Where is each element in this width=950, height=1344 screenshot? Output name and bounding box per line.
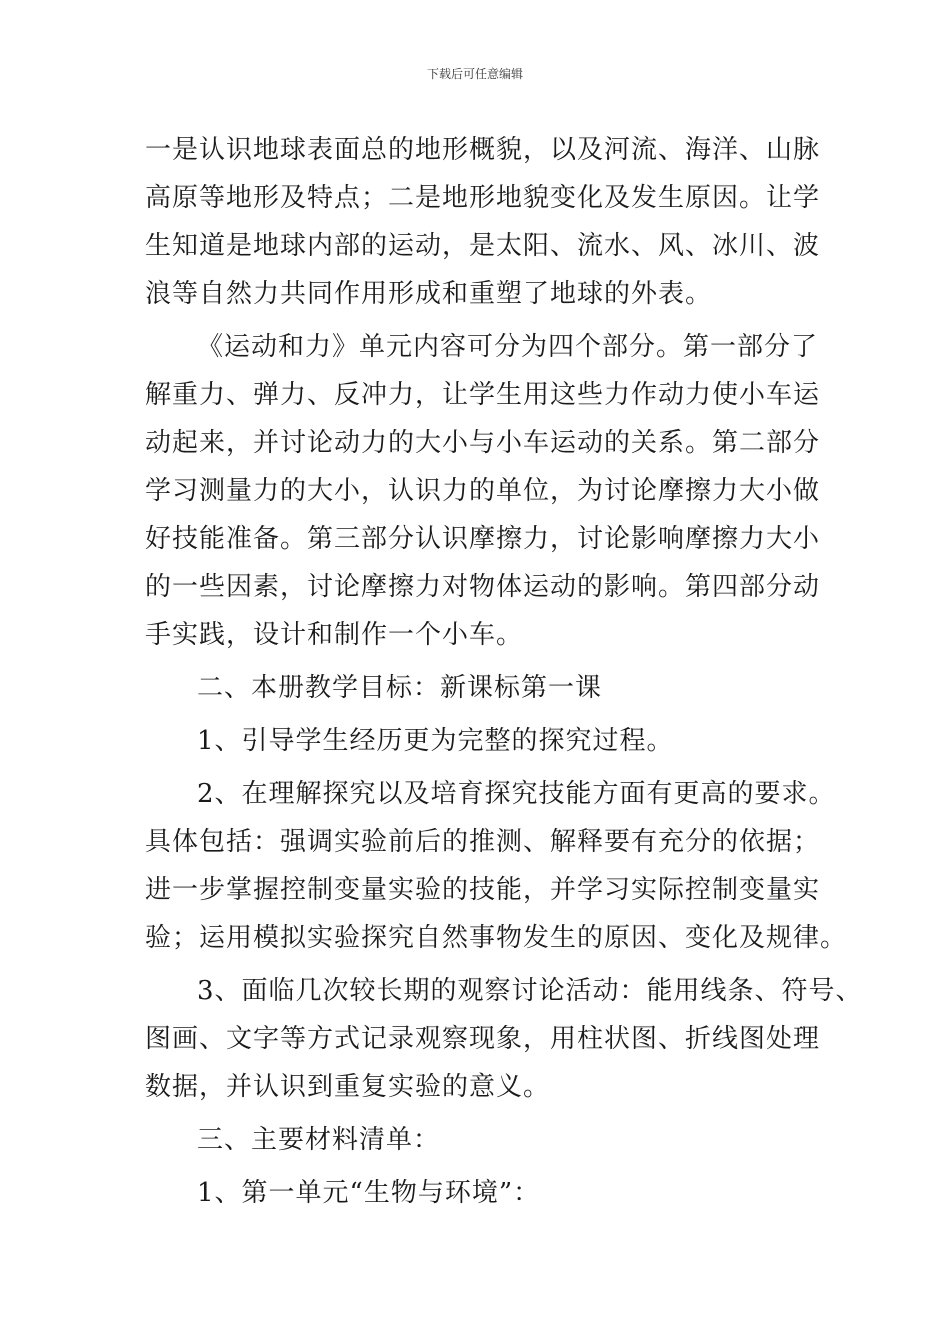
text-line: 图画、文字等方式记录观察现象，用柱状图、折线图处理 — [145, 1024, 821, 1054]
text-line: 手实践，设计和制作一个小车。 — [145, 620, 524, 650]
text-line: 解重力、弹力、反冲力，让学生用这些力作动力使小车运 — [145, 380, 821, 410]
text-line: 浪等自然力共同作用形成和重塑了地球的外表。 — [145, 279, 713, 309]
list-item: 1、第一单元“生物与环境”： — [197, 1178, 541, 1208]
text-line: 好技能准备。第三部分认识摩擦力，讨论影响摩擦力大小 — [145, 524, 821, 554]
paragraph-start-line: 《运动和力》单元内容可分为四个部分。第一部分了 — [197, 332, 819, 362]
text-line: 进一步掌握控制变量实验的技能，并学习实际控制变量实 — [145, 875, 821, 905]
page-header: 下载后可任意编辑 — [426, 67, 523, 81]
text-line: 一是认识地球表面总的地形概貌，以及河流、海洋、山脉 — [145, 135, 821, 165]
text-line: 验；运用模拟实验探究自然事物发生的原因、变化及规律。 — [145, 923, 848, 953]
section-heading: 三、主要材料清单： — [197, 1125, 441, 1155]
text-line: 的一些因素，讨论摩擦力对物体运动的影响。第四部分动 — [145, 572, 821, 602]
text-line: 生知道是地球内部的运动，是太阳、流水、风、冰川、波 — [145, 231, 821, 261]
text-line: 高原等地形及特点；二是地形地貌变化及发生原因。让学 — [145, 183, 821, 213]
list-item: 2、在理解探究以及培育探究技能方面有更高的要求。 — [197, 779, 836, 809]
list-item: 1、引导学生经历更为完整的探究过程。 — [197, 726, 674, 756]
document-body — [145, 126, 863, 1217]
text-line: 学习测量力的大小，认识力的单位，为讨论摩擦力大小做 — [145, 476, 821, 506]
text-line: 具体包括：强调实验前后的推测、解释要有充分的依据； — [145, 827, 821, 857]
list-item: 3、面临几次较长期的观察讨论活动：能用线条、符号、 — [197, 976, 863, 1006]
section-heading: 二、本册教学目标：新课标第一课 — [197, 673, 603, 703]
text-line: 数据，并认识到重复实验的意义。 — [145, 1072, 551, 1102]
text-line: 动起来，并讨论动力的大小与小车运动的关系。第二部分 — [145, 428, 821, 458]
